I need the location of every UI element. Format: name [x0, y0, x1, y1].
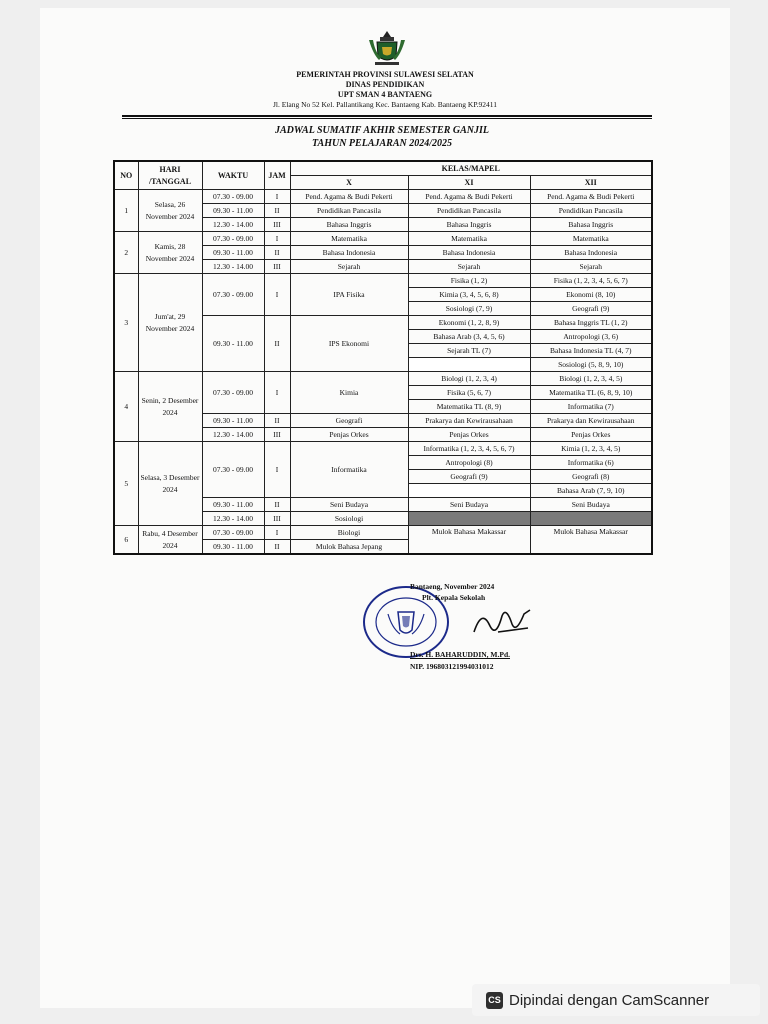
subject-xii: Informatika (7): [530, 400, 652, 414]
day-number: 2: [114, 232, 138, 274]
time-cell: 12.30 - 14.00: [202, 260, 264, 274]
subject-xii: Bahasa Inggris TL (1, 2): [530, 316, 652, 330]
letterhead-rule-thin: [122, 118, 652, 119]
signatory-name: Drs. H. BAHARUDDIN, M.Pd.: [410, 650, 510, 659]
day-number: 3: [114, 274, 138, 372]
subject-x: IPA Fisika: [290, 274, 408, 316]
subject-xi: Sejarah TL (7): [408, 344, 530, 358]
col-x-header: X: [290, 176, 408, 190]
shaded-cell: [530, 512, 652, 526]
subject-xii: Pend. Agama & Budi Pekerti: [530, 190, 652, 204]
session-cell: I: [264, 190, 290, 204]
subject-xi: Biologi (1, 2, 3, 4): [408, 372, 530, 386]
table-row: [114, 274, 652, 288]
subject-xii: Bahasa Indonesia TL (4, 7): [530, 344, 652, 358]
letterhead-address: Jl. Elang No 52 Kel. Pallantikang Kec. Bantaeng Kab. Bantaeng KP.92411: [272, 100, 498, 109]
subject-xii: Prakarya dan Kewirausahaan: [530, 414, 652, 428]
subject-xii: Matematika TL (6, 8, 9, 10): [530, 386, 652, 400]
subject-x: Bahasa Inggris: [290, 218, 408, 232]
subject-xii: Sosiologi (5, 8, 9, 10): [530, 358, 652, 372]
subject-xi: Antropologi (8): [408, 456, 530, 470]
letterhead-rule: [122, 115, 652, 117]
subject-xii: Matematika: [530, 232, 652, 246]
subject-xii: Mulok Bahasa Makassar: [530, 526, 652, 555]
col-no-header: NO: [114, 161, 138, 190]
subject-x: Mulok Bahasa Jepang: [290, 540, 408, 555]
col-time-header: WAKTU: [202, 161, 264, 190]
subject-x: Matematika: [290, 232, 408, 246]
subject-xi: Prakarya dan Kewirausahaan: [408, 414, 530, 428]
session-cell: II: [264, 204, 290, 218]
subject-x: Biologi: [290, 526, 408, 540]
subject-x: Bahasa Indonesia: [290, 246, 408, 260]
subject-xi: Informatika (1, 2, 3, 4, 5, 6, 7): [408, 442, 530, 456]
time-cell: 09.30 - 11.00: [202, 204, 264, 218]
day-date: Kamis, 28 November 2024: [138, 232, 202, 274]
subject-xi: Pendidikan Pancasila: [408, 204, 530, 218]
camscanner-watermark: [472, 984, 760, 1016]
subject-xii: Bahasa Arab (7, 9, 10): [530, 484, 652, 498]
table-row: [114, 442, 652, 456]
session-cell: II: [264, 498, 290, 512]
subject-xi: Bahasa Arab (3, 4, 5, 6): [408, 330, 530, 344]
letterhead-agency: DINAS PENDIDIKAN: [345, 80, 425, 89]
table-header-row: [114, 161, 652, 176]
subject-xi: Seni Budaya: [408, 498, 530, 512]
subject-xii: Penjas Orkes: [530, 428, 652, 442]
title-line-1: JADWAL SUMATIF AKHIR SEMESTER GANJIL: [275, 125, 489, 136]
time-cell: 07.30 - 09.00: [202, 442, 264, 498]
time-cell: 09.30 - 11.00: [202, 246, 264, 260]
subject-xii: Antropologi (3, 6): [530, 330, 652, 344]
letterhead-province: PEMERINTAH PROVINSI SULAWESI SELATAN: [296, 70, 474, 79]
subject-xi: Fisika (1, 2): [408, 274, 530, 288]
col-xii-header: XII: [530, 176, 652, 190]
camscanner-icon: CS: [486, 992, 503, 1009]
subject-xi: Pend. Agama & Budi Pekerti: [408, 190, 530, 204]
subject-x: Kimia: [290, 372, 408, 414]
subject-xi: Bahasa Indonesia: [408, 246, 530, 260]
subject-xi: Geografi (9): [408, 470, 530, 484]
time-cell: 07.30 - 09.00: [202, 190, 264, 204]
signature-role: Plt. Kepala Sekolah: [422, 593, 486, 602]
handwritten-signature: [468, 602, 538, 642]
camscanner-text: Dipindai dengan CamScanner: [509, 991, 710, 1009]
day-number: 5: [114, 442, 138, 526]
time-cell: 07.30 - 09.00: [202, 232, 264, 246]
session-cell: II: [264, 414, 290, 428]
session-cell: III: [264, 512, 290, 526]
subject-xi: Kimia (3, 4, 5, 6, 8): [408, 288, 530, 302]
session-cell: I: [264, 526, 290, 540]
col-class-header: KELAS/MAPEL: [290, 161, 652, 176]
subject-xi: Penjas Orkes: [408, 428, 530, 442]
letterhead-school: UPT SMAN 4 BANTAENG: [337, 90, 433, 99]
subject-xi: Bahasa Inggris: [408, 218, 530, 232]
day-date: Senin, 2 Desember 2024: [138, 372, 202, 442]
time-cell: 09.30 - 11.00: [202, 316, 264, 372]
session-cell: I: [264, 274, 290, 316]
school-crest-logo: [365, 28, 409, 68]
table-row: [114, 190, 652, 204]
day-number: 6: [114, 526, 138, 555]
day-date: Selasa, 3 Desember 2024: [138, 442, 202, 526]
table-row: [114, 526, 652, 540]
subject-x: Penjas Orkes: [290, 428, 408, 442]
subject-x: Sosiologi: [290, 512, 408, 526]
subject-xii: Biologi (1, 2, 3, 4, 5): [530, 372, 652, 386]
empty-cell: [408, 358, 530, 372]
subject-x: Informatika: [290, 442, 408, 498]
title-line-2: TAHUN PELAJARAN 2024/2025: [311, 138, 452, 149]
time-cell: 12.30 - 14.00: [202, 428, 264, 442]
subject-xii: Pendidikan Pancasila: [530, 204, 652, 218]
time-cell: 07.30 - 09.00: [202, 526, 264, 540]
col-xi-header: XI: [408, 176, 530, 190]
subject-xi: Sejarah: [408, 260, 530, 274]
session-cell: II: [264, 540, 290, 555]
letterhead: [250, 70, 520, 110]
col-session-header: JAM: [264, 161, 290, 190]
subject-xi: Matematika TL (8, 9): [408, 400, 530, 414]
time-cell: 07.30 - 09.00: [202, 372, 264, 414]
session-cell: III: [264, 218, 290, 232]
subject-x: Pend. Agama & Budi Pekerti: [290, 190, 408, 204]
table-row: [114, 232, 652, 246]
subject-x: Seni Budaya: [290, 498, 408, 512]
shaded-cell: [408, 512, 530, 526]
subject-xii: Sejarah: [530, 260, 652, 274]
session-cell: II: [264, 246, 290, 260]
time-cell: 09.30 - 11.00: [202, 414, 264, 428]
subject-xi: Matematika: [408, 232, 530, 246]
day-date: Rabu, 4 Desember 2024: [138, 526, 202, 555]
day-date: Jum'at, 29 November 2024: [138, 274, 202, 372]
document-title: [222, 124, 542, 150]
subject-x: Pendidikan Pancasila: [290, 204, 408, 218]
subject-xii: Informatika (6): [530, 456, 652, 470]
empty-cell: [408, 484, 530, 498]
subject-xii: Kimia (1, 2, 3, 4, 5): [530, 442, 652, 456]
subject-x: IPS Ekonomi: [290, 316, 408, 372]
table-row: [114, 372, 652, 386]
signature-place-date: Bantaeng, November 2024: [410, 582, 495, 591]
subject-xii: Bahasa Inggris: [530, 218, 652, 232]
subject-xii: Seni Budaya: [530, 498, 652, 512]
subject-x: Sejarah: [290, 260, 408, 274]
time-cell: 09.30 - 11.00: [202, 498, 264, 512]
session-cell: III: [264, 428, 290, 442]
subject-xii: Geografi (9): [530, 302, 652, 316]
signatory-nip: NIP. 196803121994031012: [410, 662, 494, 671]
day-number: 4: [114, 372, 138, 442]
subject-xii: Fisika (1, 2, 3, 4, 5, 6, 7): [530, 274, 652, 288]
session-cell: I: [264, 372, 290, 414]
time-cell: 12.30 - 14.00: [202, 512, 264, 526]
day-date: Selasa, 26 November 2024: [138, 190, 202, 232]
subject-xi: Ekonomi (1, 2, 8, 9): [408, 316, 530, 330]
subject-xii: Bahasa Indonesia: [530, 246, 652, 260]
subject-xii: Ekonomi (8, 10): [530, 288, 652, 302]
time-cell: 07.30 - 09.00: [202, 274, 264, 316]
session-cell: I: [264, 442, 290, 498]
session-cell: I: [264, 232, 290, 246]
subject-xi: Sosiologi (7, 9): [408, 302, 530, 316]
col-day-header: HARI /TANGGAL: [138, 161, 202, 190]
session-cell: III: [264, 260, 290, 274]
subject-x: Geografi: [290, 414, 408, 428]
subject-xi: Fisika (5, 6, 7): [408, 386, 530, 400]
time-cell: 12.30 - 14.00: [202, 218, 264, 232]
time-cell: 09.30 - 11.00: [202, 540, 264, 555]
subject-xi: Mulok Bahasa Makassar: [408, 526, 530, 555]
signature-block: [360, 580, 560, 680]
exam-schedule-table: [113, 160, 653, 555]
session-cell: II: [264, 316, 290, 372]
day-number: 1: [114, 190, 138, 232]
subject-xii: Geografi (8): [530, 470, 652, 484]
